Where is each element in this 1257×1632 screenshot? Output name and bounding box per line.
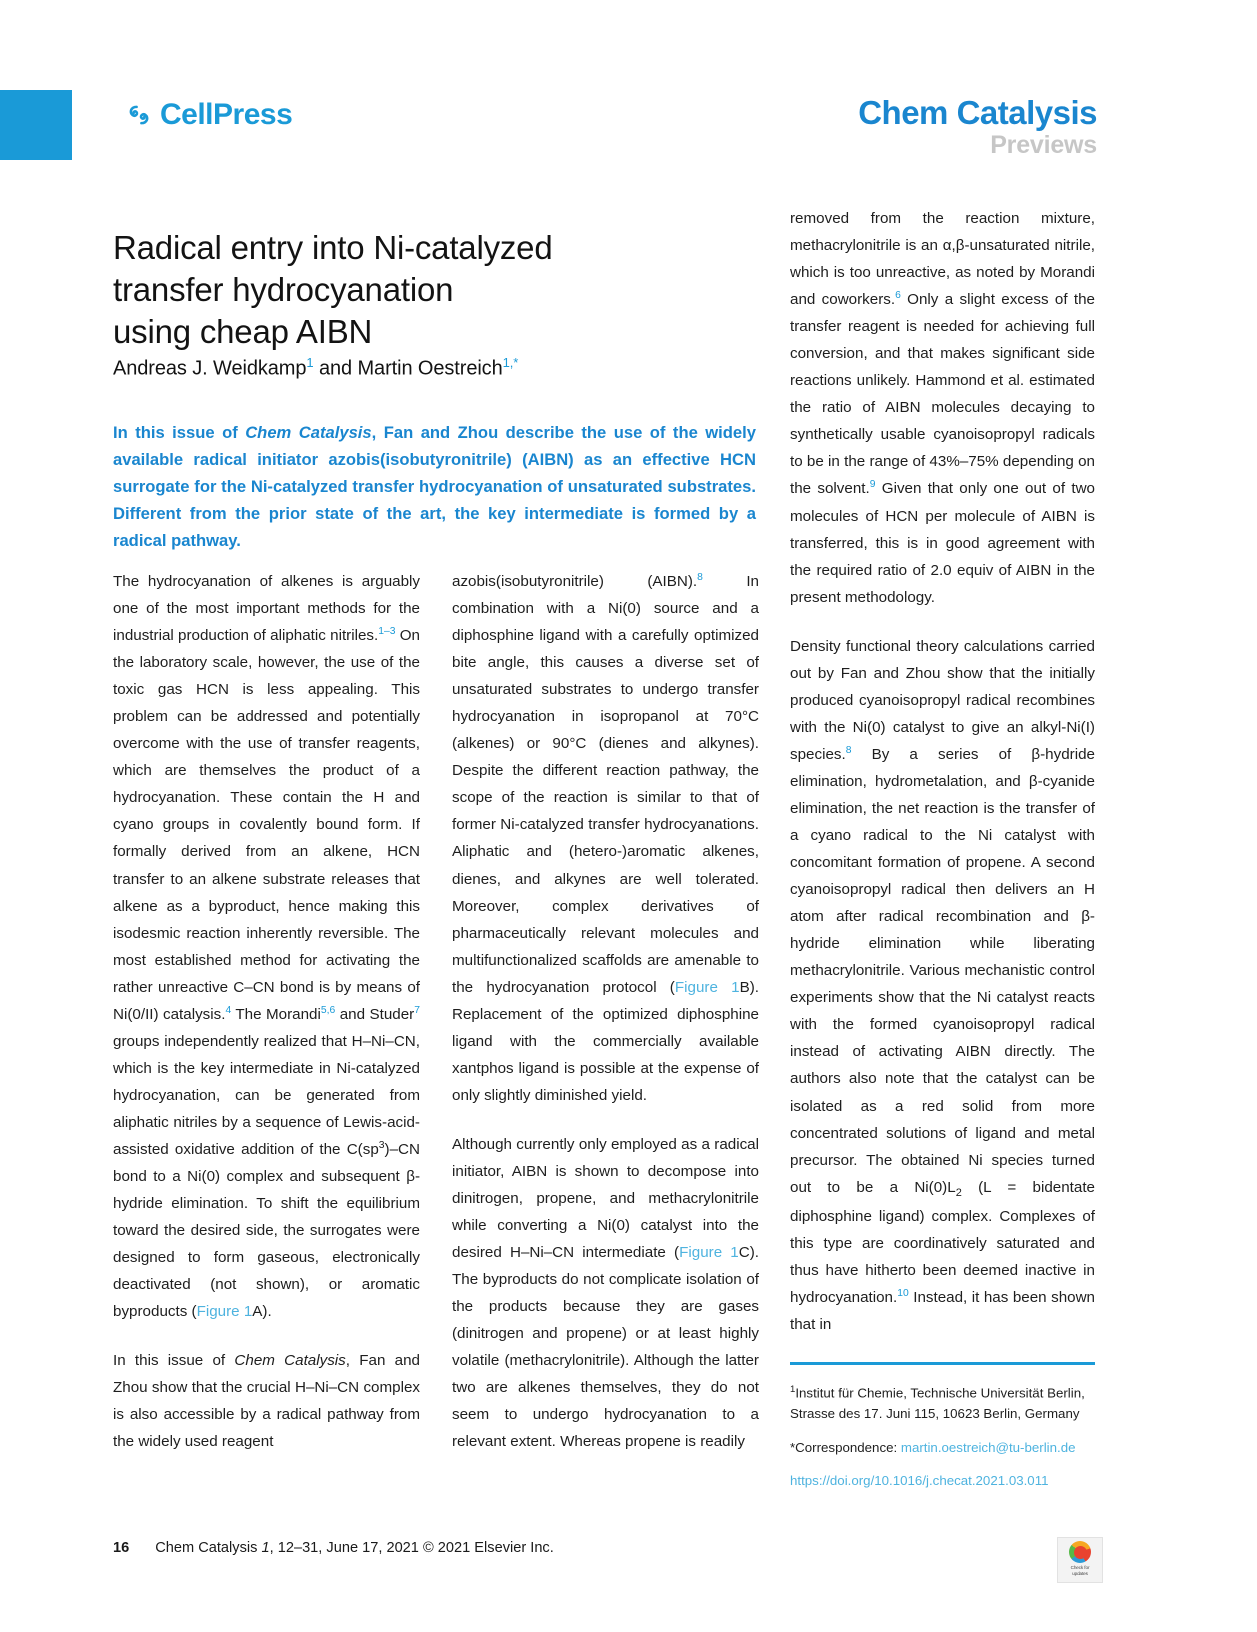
text-run: The Morandi: [231, 1005, 321, 1023]
affiliation-note: [790, 1383, 1102, 1425]
figure-link[interactable]: Figure 1: [196, 1303, 253, 1321]
cellpress-wordmark: CellPress: [160, 98, 293, 131]
text-run: groups independently realized that H–Ni–CN, which is the key intermediate in Ni-catalyzed hydrocyanation, can be generated from aliphatic nitriles by a sequence of Lewis-acid-assisted oxidative addition of the C(sp: [113, 1032, 420, 1158]
journal-title: Chem Catalysis: [858, 94, 1097, 131]
title-line-2: transfer hydrocyanation: [113, 271, 454, 309]
citation-ref[interactable]: 1–3: [378, 626, 396, 638]
text-run: , Fan and Zhou show that the crucial H–Ni–CN complex is also accessible by a radical pathway from the widely used reagent: [113, 1352, 420, 1451]
volume-number: 1: [261, 1540, 270, 1556]
teaser-lead-in: In this issue of: [113, 423, 246, 442]
affiliation-text: Institut für Chemie, Technische Universität Berlin, Strasse des 17. Juni 115, 10623 Berlin, Germany: [790, 1385, 1085, 1422]
page-footer: [113, 1540, 554, 1556]
correspondence-note: [790, 1438, 1102, 1459]
text-run: removed from the reaction mixture, methacrylonitrile is an α,β-unsaturated nitrile, which is too unreactive, as noted by Morandi and coworkers.: [790, 210, 1095, 309]
text-run: Although currently only employed as a radical initiator, AIBN is shown to decompose into dinitrogen, propene, and methacrylonitrile while converting a Ni(0) catalyst into the desired H–Ni–CN intermediate (: [452, 1135, 759, 1262]
journal-name-italic: Chem Catalysis: [234, 1352, 346, 1370]
paragraph: [790, 633, 1095, 1339]
text-run: C). The byproducts do not complicate isolation of the products because they are gases (dinitrogen and propene) or at least highly volatile (methacrylonitrile). Although the latter two are alkenes themselves, they do not seem to undergo hydrocyanation to a relevant extent. Whereas propene is readily: [452, 1244, 760, 1451]
crossmark-badge[interactable]: [1057, 1537, 1103, 1583]
page-number: 16: [113, 1540, 130, 1556]
text-run: (L = bidentate diphosphine ligand) complex. Complexes of this type are coordinatively saturated and thus have hitherto been deemed inactive in hydrocyanation.: [790, 1178, 1095, 1307]
citation-ref[interactable]: 7: [414, 1004, 420, 1016]
figure-link[interactable]: Figure 1: [674, 978, 740, 996]
superscript: 3: [378, 1139, 385, 1151]
text-run: Only a slight excess of the transfer reagent is needed for achieving full conversion, and that makes significant side reactions unlikely. Hammond et al. estimated the ratio of AIBN molecules decaying to synthetically usable cyanoisopropyl radicals to be in the range of 43%–75% depending on the solvent.: [790, 291, 1095, 498]
text-run: , 12–31, June 17, 2021 © 2021 Elsevier Inc.: [269, 1540, 554, 1556]
section-label: Previews: [990, 130, 1097, 159]
body-column-2: [452, 568, 759, 1456]
footer-citation: [155, 1540, 554, 1556]
teaser-journal-name: Chem Catalysis: [245, 423, 372, 442]
text-run: The hydrocyanation of alkenes is arguably one of the most important methods for the industrial production of aliphatic nitriles.: [113, 573, 420, 645]
text-run: In combination with a Ni(0) source and a diphosphine ligand with a carefully optimized bite angle, this causes a diverse set of unsaturated substrates to undergo transfer hydrocyanation in isopropanol at 70°C (alkenes) or 90°C (dienes and alkynes). Despite the different reaction pathway, the scope of the reaction is similar to that of former Ni-catalyzed transfer hydrocyanations. Aliphatic and (hetero-)aromatic alkenes, dienes, and alkynes are well tolerated. Moreover, complex derivatives of pharmaceutically relevant molecules and multifunctionalized scaffolds are amenable to the hydrocyanation protocol (: [452, 573, 760, 996]
text-run: By a series of β-hydride elimination, hydrometalation, and β-cyanide elimination, the net reaction is the transfer of a cyano radical to the Ni catalyst with concomitant formation of propene. A second cyanoisopropyl radical then delivers an H atom after radical recombination and β-hydride elimination while liberating methacrylonitrile. Various mechanistic control experiments show that the Ni catalyst reacts with the formed cyanoisopropyl radical instead of activating AIBN directly. The authors also note that the catalyst can be isolated as a red solid from more concentrated solutions of ligand and metal precursor. The obtained Ni species turned out to be a Ni(0)L: [790, 745, 1095, 1196]
paragraph: [113, 1347, 420, 1455]
text-run: Instead, it has been shown that in: [790, 1289, 1095, 1334]
author-one: Andreas J. Weidkamp: [113, 357, 307, 380]
affiliation-marker: 1: [790, 1384, 796, 1395]
citation-ref[interactable]: 10: [897, 1288, 909, 1300]
teaser-body: , Fan and Zhou describe the use of the widely available radical initiator azobis(isobutyronitrile) (AIBN) as an effective HCN surrogate for the Ni-catalyzed transfer hydrocyanation of unsaturated substrates. Different from the prior state of the art, the key intermediate is formed by a radical pathway.: [113, 423, 756, 550]
footnote-divider: [790, 1362, 1095, 1365]
journal-masthead: [677, 96, 1097, 159]
crossmark-inner-icon: [1074, 1546, 1087, 1559]
figure-link[interactable]: Figure 1: [679, 1244, 739, 1262]
brand-color-bar: [0, 90, 72, 160]
cellpress-logo[interactable]: [126, 100, 292, 130]
title-line-3: using cheap AIBN: [113, 312, 373, 350]
article-teaser: [113, 420, 756, 554]
author-conjunction: and Martin Oestreich: [313, 357, 503, 380]
citation-ref[interactable]: 4: [225, 1004, 232, 1016]
text-run: In this issue of: [113, 1352, 235, 1370]
footnote-block: [790, 1383, 1102, 1492]
subscript: 2: [955, 1186, 962, 1199]
paragraph: [452, 568, 759, 1109]
citation-ref[interactable]: 6: [895, 290, 901, 302]
text-run: Given that only one out of two molecules of HCN per molecule of AIBN is transferred, this is in good agreement with the required ratio of 2.0 equiv of AIBN in the present methodology.: [790, 480, 1095, 606]
author-list: [113, 355, 753, 381]
text-run: and Studer: [335, 1005, 415, 1023]
author-two-affiliation[interactable]: 1,*: [502, 355, 519, 370]
correspondence-label: *Correspondence:: [790, 1439, 901, 1455]
body-column-3: [790, 205, 1095, 1338]
paragraph: [790, 205, 1095, 611]
cellpress-mark-icon: [126, 102, 152, 128]
body-column-1: [113, 568, 420, 1456]
doi-link[interactable]: https://doi.org/10.1016/j.checat.2021.03.011: [790, 1473, 1049, 1489]
text-run: azobis(isobutyronitrile) (AIBN).: [452, 573, 698, 590]
title-line-1: Radical entry into Ni-catalyzed: [113, 229, 553, 267]
author-one-affiliation[interactable]: 1: [306, 355, 314, 370]
text-run: A).: [252, 1303, 272, 1321]
crossmark-line-1: Check for: [1070, 1565, 1090, 1570]
text-run: On the laboratory scale, however, the use of the toxic gas HCN is less appealing. This problem can be addressed and potentially overcome with the use of transfer reagents, which are themselves the product of a hydrocyanation. These contain the H and cyano groups in covalently bound form. If formally derived from an alkene, HCN transfer to an alkene substrate releases that alkene as a byproduct, hence making this isodesmic reaction inherently reversible. The most established method for activating the rather unreactive C–CN bond is by means of Ni(0/II) catalysis.: [113, 627, 421, 1023]
citation-ref[interactable]: 9: [869, 479, 876, 491]
text-run: )–CN bond to a Ni(0) complex and subsequent β-hydride elimination. To shift the equilibrium toward the desired side, the surrogates were designed to form gaseous, electronically deactivated (not shown), or aromatic byproducts (: [113, 1140, 420, 1321]
article-title: [113, 227, 753, 353]
paragraph: [452, 1131, 759, 1456]
correspondence-email-link[interactable]: martin.oestreich@tu-berlin.de: [900, 1439, 1076, 1455]
citation-ref[interactable]: 5,6: [320, 1004, 336, 1016]
crossmark-line-2: updates: [1072, 1570, 1088, 1576]
paragraph: [113, 568, 420, 1325]
text-run: B). Replacement of the optimized diphosphine ligand with the commercially available xantphos ligand is possible at the expense of only slightly diminished yield.: [452, 978, 759, 1104]
crossmark-caption: [1071, 1565, 1090, 1576]
crossmark-ring-icon: [1069, 1541, 1091, 1563]
citation-ref[interactable]: 8: [845, 744, 852, 756]
text-run: Chem Catalysis: [155, 1540, 262, 1556]
doi-note: [790, 1471, 1102, 1492]
citation-ref[interactable]: 8: [697, 571, 703, 583]
text-run: Density functional theory calculations carried out by Fan and Zhou show that the initially produced cyanoisopropyl radical recombines with the Ni(0) catalyst to give an alkyl-Ni(I) species.: [790, 637, 1095, 763]
